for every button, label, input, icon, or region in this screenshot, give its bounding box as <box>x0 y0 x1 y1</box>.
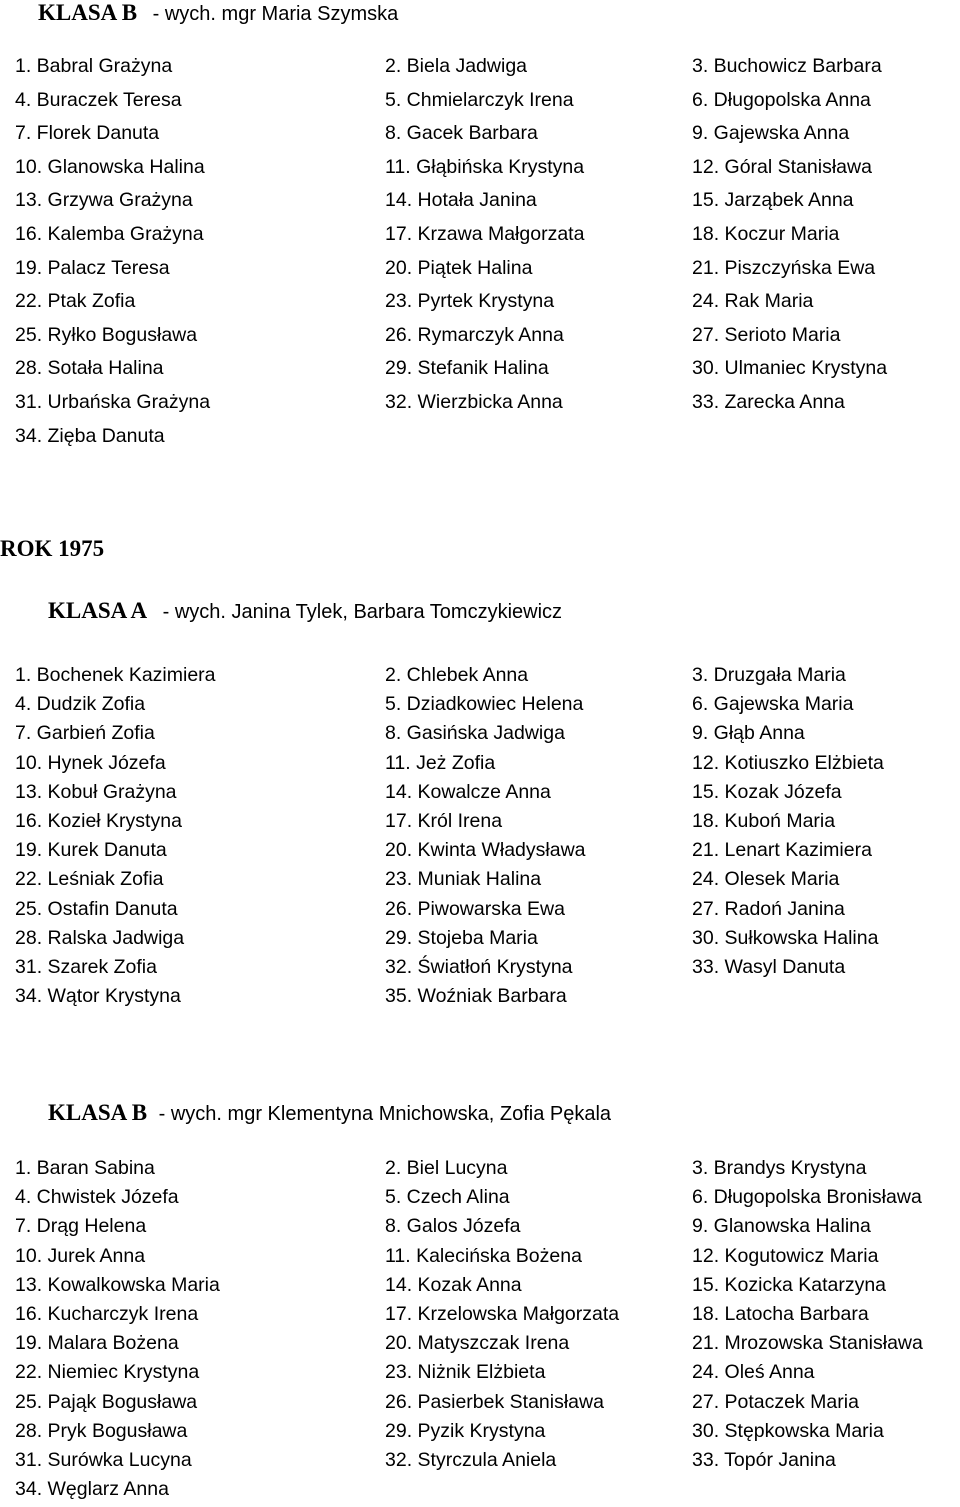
student-entry: 16. Kozieł Krystyna <box>15 809 182 832</box>
student-entry: 33. Zarecka Anna <box>692 390 845 413</box>
student-entry: 30. Ulmaniec Krystyna <box>692 357 888 380</box>
student-entry: 11. Głąbińska Krystyna <box>385 155 585 178</box>
class-heading <box>48 598 562 624</box>
student-entry: 7. Florek Danuta <box>15 122 160 145</box>
student-entry: 14. Kowalcze Anna <box>385 780 551 803</box>
student-entry: 26. Rymarczyk Anna <box>385 323 564 346</box>
student-entry: 24. Olesek Maria <box>692 868 840 891</box>
student-entry: 31. Surówka Lucyna <box>15 1448 192 1471</box>
student-entry: 19. Malara Bożena <box>15 1332 179 1355</box>
student-entry: 15. Kozak Józefa <box>692 780 842 803</box>
student-entry: 32. Styrczula Aniela <box>385 1448 557 1471</box>
student-entry: 18. Koczur Maria <box>692 222 840 245</box>
student-entry: 2. Biel Lucyna <box>385 1157 508 1179</box>
class-label: KLASA B <box>38 0 138 25</box>
student-entry: 2. Biela Jadwiga <box>385 55 528 77</box>
student-entry: 28. Sotała Halina <box>15 357 164 380</box>
student-entry: 9. Gajewska Anna <box>692 122 850 145</box>
student-entry: 34. Zięba Danuta <box>15 424 165 447</box>
student-entry: 19. Palacz Teresa <box>15 256 170 279</box>
student-entry: 35. Woźniak Barbara <box>385 985 567 1008</box>
student-entry: 21. Piszczyńska Ewa <box>692 256 876 279</box>
student-entry: 7. Garbień Zofia <box>15 722 155 745</box>
student-entry: 12. Góral Stanisława <box>692 155 872 178</box>
student-entry: 12. Kotiuszko Elżbieta <box>692 751 884 774</box>
class-heading <box>38 0 398 26</box>
student-entry: 22. Niemiec Krystyna <box>15 1361 200 1384</box>
student-entry: 29. Stojeba Maria <box>385 926 538 949</box>
student-entry: 33. Topór Janina <box>692 1448 836 1471</box>
student-entry: 28. Pryk Bogusława <box>15 1419 188 1442</box>
student-entry: 17. Król Irena <box>385 809 503 832</box>
student-entry: 10. Hynek Józefa <box>15 751 166 774</box>
student-entry: 1. Bochenek Kazimiera <box>15 664 216 686</box>
student-entry: 5. Chmielarczyk Irena <box>385 88 574 111</box>
student-entry: 22. Leśniak Zofia <box>15 868 164 891</box>
student-entry: 20. Piątek Halina <box>385 256 533 279</box>
year-heading: ROK 1975 <box>0 536 105 561</box>
student-entry: 21. Mrozowska Stanisława <box>692 1332 923 1355</box>
student-entry: 32. Światłoń Krystyna <box>385 955 573 978</box>
student-entry: 25. Pająk Bogusława <box>15 1390 198 1413</box>
student-entry: 13. Kowalkowska Maria <box>15 1273 220 1296</box>
student-entry: 25. Ryłko Bogusława <box>15 323 198 346</box>
student-entry: 6. Gajewska Maria <box>692 693 854 716</box>
student-entry: 14. Kozak Anna <box>385 1273 522 1296</box>
student-entry: 6. Długopolska Anna <box>692 88 871 111</box>
student-entry: 13. Grzywa Grażyna <box>15 189 193 212</box>
student-entry: 7. Drąg Helena <box>15 1215 147 1238</box>
student-entry: 4. Dudzik Zofia <box>15 693 146 716</box>
student-entry: 16. Kucharczyk Irena <box>15 1302 199 1325</box>
student-entry: 29. Stefanik Halina <box>385 357 549 380</box>
student-entry: 26. Piwowarska Ewa <box>385 897 565 920</box>
class-tutor: - wych. Janina Tylek, Barbara Tomczykiewicz <box>162 601 563 623</box>
student-entry: 23. Muniak Halina <box>385 868 542 891</box>
student-entry: 14. Hotała Janina <box>385 189 537 212</box>
student-entry: 5. Dziadkowiec Helena <box>385 693 584 716</box>
student-entry: 31. Szarek Zofia <box>15 955 157 978</box>
student-entry: 34. Węglarz Anna <box>15 1478 169 1501</box>
student-entry: 27. Potaczek Maria <box>692 1390 859 1413</box>
student-entry: 27. Radoń Janina <box>692 897 845 920</box>
student-list <box>15 55 960 458</box>
student-entry: 32. Wierzbicka Anna <box>385 390 563 413</box>
student-entry: 10. Glanowska Halina <box>15 155 205 178</box>
class-label: KLASA B <box>48 1100 148 1125</box>
student-entry: 8. Gasińska Jadwiga <box>385 722 565 745</box>
class-label: KLASA A <box>48 598 148 623</box>
student-entry: 2. Chlebek Anna <box>385 664 529 686</box>
student-entry: 28. Ralska Jadwiga <box>15 926 185 949</box>
student-entry: 30. Stępkowska Maria <box>692 1419 884 1442</box>
student-entry: 3. Brandys Krystyna <box>692 1157 867 1179</box>
student-entry: 8. Galos Józefa <box>385 1215 521 1238</box>
student-entry: 18. Kuboń Maria <box>692 809 836 832</box>
student-entry: 11. Kalecińska Bożena <box>385 1244 582 1267</box>
student-entry: 6. Długopolska Bronisława <box>692 1186 922 1209</box>
student-entry: 17. Krzawa Małgorzata <box>385 222 585 245</box>
student-entry: 9. Głąb Anna <box>692 722 805 745</box>
student-entry: 12. Kogutowicz Maria <box>692 1244 879 1267</box>
student-entry: 8. Gacek Barbara <box>385 122 538 145</box>
student-entry: 15. Jarząbek Anna <box>692 189 854 212</box>
student-entry: 19. Kurek Danuta <box>15 839 167 862</box>
student-entry: 13. Kobuł Grażyna <box>15 780 177 803</box>
student-entry: 21. Lenart Kazimiera <box>692 839 872 862</box>
student-entry: 23. Pyrtek Krystyna <box>385 290 555 313</box>
student-entry: 1. Babral Grażyna <box>15 55 173 77</box>
student-entry: 15. Kozicka Katarzyna <box>692 1273 887 1296</box>
student-entry: 27. Serioto Maria <box>692 323 841 346</box>
student-entry: 23. Niżnik Elżbieta <box>385 1361 546 1384</box>
student-entry: 18. Latocha Barbara <box>692 1302 869 1325</box>
student-entry: 22. Ptak Zofia <box>15 290 136 313</box>
student-entry: 24. Rak Maria <box>692 290 814 313</box>
student-entry: 29. Pyzik Krystyna <box>385 1419 546 1442</box>
student-entry: 1. Baran Sabina <box>15 1157 155 1179</box>
student-entry: 4. Chwistek Józefa <box>15 1186 179 1209</box>
student-entry: 20. Matyszczak Irena <box>385 1332 570 1355</box>
student-list <box>15 1157 960 1507</box>
student-list <box>15 664 960 1014</box>
student-entry: 10. Jurek Anna <box>15 1244 146 1267</box>
student-entry: 31. Urbańska Grażyna <box>15 390 211 413</box>
student-entry: 11. Jeż Zofia <box>385 751 496 774</box>
student-entry: 3. Druzgała Maria <box>692 664 846 686</box>
student-entry: 4. Buraczek Teresa <box>15 88 182 111</box>
student-entry: 25. Ostafin Danuta <box>15 897 178 920</box>
student-entry: 17. Krzelowska Małgorzata <box>385 1302 620 1325</box>
class-tutor: - wych. mgr Maria Szymska <box>152 3 399 25</box>
student-entry: 16. Kalemba Grażyna <box>15 222 204 245</box>
student-entry: 5. Czech Alina <box>385 1186 510 1209</box>
student-entry: 24. Oleś Anna <box>692 1361 815 1384</box>
student-entry: 33. Wasyl Danuta <box>692 955 846 978</box>
student-entry: 34. Wątor Krystyna <box>15 985 181 1008</box>
class-tutor: - wych. mgr Klementyna Mnichowska, Zofia Pękala <box>158 1103 612 1125</box>
student-entry: 3. Buchowicz Barbara <box>692 55 882 77</box>
student-entry: 20. Kwinta Władysława <box>385 839 586 862</box>
student-entry: 9. Glanowska Halina <box>692 1215 871 1238</box>
class-heading <box>48 1100 611 1126</box>
student-entry: 26. Pasierbek Stanisława <box>385 1390 604 1413</box>
student-entry: 30. Sułkowska Halina <box>692 926 879 949</box>
